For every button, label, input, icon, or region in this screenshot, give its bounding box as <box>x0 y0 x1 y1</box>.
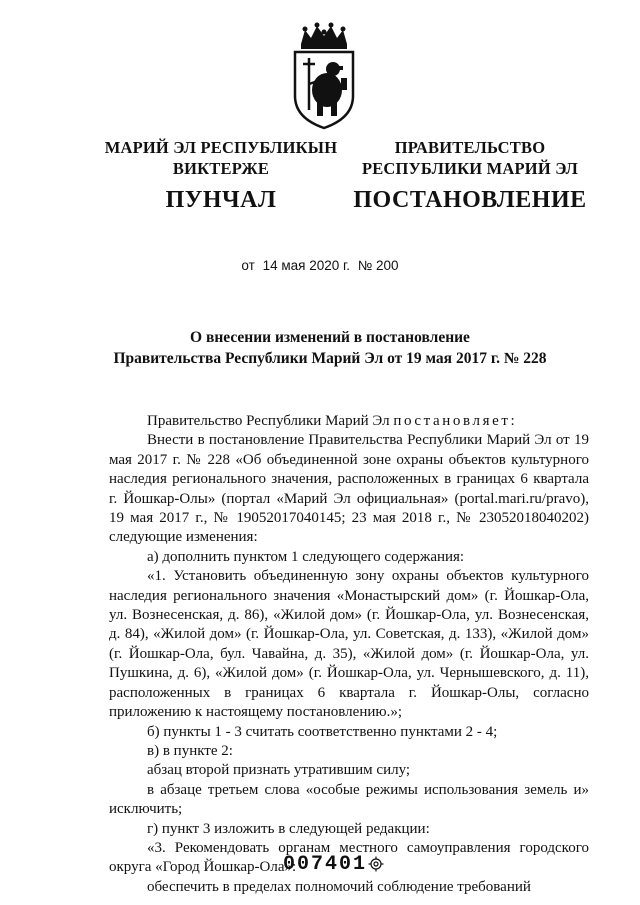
paragraph-main-amendment: Внести в постановление Правительства Республики Марий Эл от 19 мая 2017 г. № 228 «Об объединенной зоне охраны объектов культурного наследия регионального значения, расположенных в границах 6 квартала г. Йошкар-Олы» (портал «Марий Эл официальная» (portal.mari.ru/pravo), 19 мая 2017 г., № 19052017040145; 23 мая 2018 г., № 23052018040202) следующие изменения: <box>109 432 589 546</box>
document-date: 14 мая 2020 г. <box>262 258 351 273</box>
header-left-line1: МАРИЙ ЭЛ РЕСПУБЛИКЫН <box>104 138 338 157</box>
paragraph-item-g: г) пункт 3 изложить в следующей редакции: <box>147 820 430 837</box>
paragraph-preamble <box>109 412 589 431</box>
header-left-line2: ВИКТЕРЖЕ <box>172 159 270 178</box>
paragraph-item-b: б) пункты 1 - 3 считать соответственно пунктами 2 - 4; <box>147 723 498 740</box>
header-right-doc-type: ПОСТАНОВЛЕНИЕ <box>353 187 587 213</box>
paragraph-item-v-2: в абзаце третьем слова «особые режимы использования земель и» исключить; <box>109 781 589 818</box>
paragraph-item-a: а) дополнить пунктом 1 следующего содержания: <box>147 548 465 565</box>
header-left-doc-type: ПУНЧАЛ <box>165 187 277 213</box>
document-title <box>60 327 600 369</box>
paragraph-item-v-1: абзац второй признать утратившим силу; <box>147 762 411 779</box>
preamble-text: Правительство Республики Марий Эл <box>147 413 394 429</box>
ornament-icon <box>368 856 384 872</box>
header-russian-block <box>350 137 590 215</box>
date-line <box>0 258 640 273</box>
date-prefix: от <box>241 258 255 273</box>
paragraph-obligation: обеспечить в пределах полномочий соблюдение требований <box>147 878 531 895</box>
document-number: № 200 <box>357 258 399 273</box>
form-serial-number: 007401 <box>283 853 368 876</box>
paragraph-point-3: «3. Рекомендовать органам местного самоуправления городского округа «Город Йошкар-Ола»: <box>109 839 589 876</box>
header-right-line1: ПРАВИТЕЛЬСТВО <box>394 138 546 157</box>
preamble-verb: постановляет: <box>393 413 518 429</box>
header-mari-block <box>96 137 346 215</box>
document-body <box>109 412 589 897</box>
paragraph-item-v: в) в пункте 2: <box>147 742 233 759</box>
title-line1: О внесении изменений в постановление <box>190 329 470 346</box>
title-line2: Правительства Республики Марий Эл от 19 мая 2017 г. № 228 <box>113 350 547 367</box>
paragraph-point-1: «1. Установить объединенную зону охраны объектов культурного наследия регионального значения «Монастырский дом» (г. Йошкар-Ола, ул. Вознесенская, д. 86), «Жилой дом» (г. Йошкар-Ола, ул. Вознесенская, д. 84), «Жилой дом» (г. Йошкар-Ола, ул. Советская, д. 133), «Жилой дом» (г. Йошкар-Ола, бул. Чавайна, д. 35), «Жилой дом» (г. Йошкар-Ола, ул. Пушкина, д. 6), «Жилой дом» (г. Йошкар-Ола, ул. Чернышевского, д. 11), расположенных в границах 6 квартала г. Йошкар-Олы, согласно приложению к настоящему постановлению.»; <box>109 568 589 721</box>
coat-of-arms-icon <box>287 22 361 130</box>
header-right-line2: РЕСПУБЛИКИ МАРИЙ ЭЛ <box>361 159 579 178</box>
